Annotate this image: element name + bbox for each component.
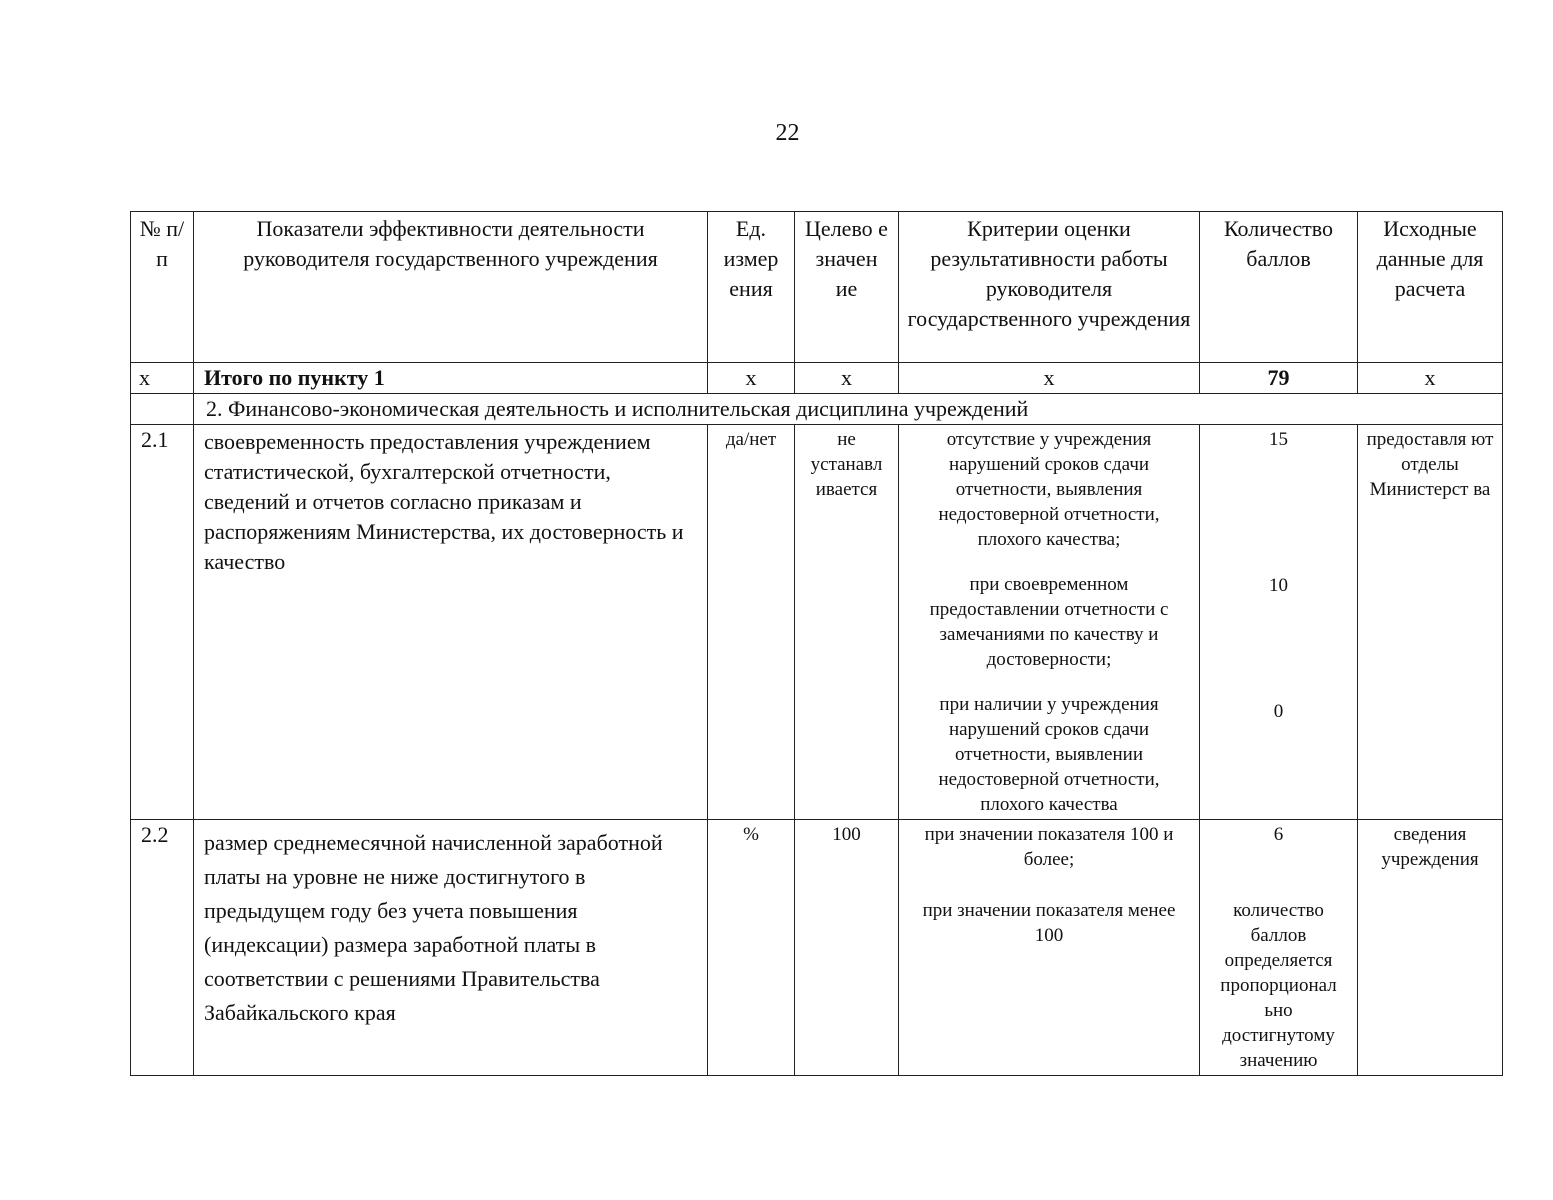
section-num-cell bbox=[131, 394, 194, 425]
table-row-2-2 bbox=[131, 820, 1503, 1076]
total-criteria: х bbox=[899, 363, 1200, 394]
row-2-2-scores bbox=[1200, 820, 1358, 1076]
row-2-2-num: 2.2 bbox=[131, 820, 194, 1076]
header-indicator: Показатели эффективности деятельности руководителя государственного учреждения bbox=[194, 212, 708, 363]
header-num: № п/п bbox=[131, 212, 194, 363]
row-2-1-source: предоставля ют отделы Министерст ва bbox=[1358, 425, 1503, 820]
header-criteria: Критерии оценки результативности работы руководителя государственного учреждения bbox=[899, 212, 1200, 363]
row-2-1-criterion: при своевременном предоставлении отчетности с замечаниями по качеству и достоверности; bbox=[929, 574, 1169, 670]
row-2-1-indicator: своевременность предоставления учреждением статистической, бухгалтерской отчетности, сведений и отчетов согласно приказам и распоряжениям Министерства, их достоверность и качество bbox=[194, 425, 708, 820]
row-2-2-criteria bbox=[899, 820, 1200, 1076]
indicators-table bbox=[130, 211, 1503, 1076]
section-row bbox=[131, 394, 1503, 425]
row-2-1-criterion: при наличии у учреждения нарушений сроков сдачи отчетности, выявлении недостоверной отчетности, плохого качества bbox=[938, 694, 1160, 815]
row-2-2-source: сведения учреждения bbox=[1358, 820, 1503, 1076]
row-2-2-criterion: при значении показателя 100 и более; bbox=[924, 824, 1174, 870]
row-2-1-criterion: отсутствие у учреждения нарушений сроков сдачи отчетности, выявления недостоверной отчетности, плохого качества; bbox=[938, 429, 1160, 550]
row-2-2-indicator: размер среднемесячной начисленной заработной платы на уровне не ниже достигнутого в предыдущем году без учета повышения (индексации) размера заработной платы в соответствии с решениями Правительства Забайкальского края bbox=[194, 820, 708, 1076]
row-2-1-unit: да/нет bbox=[708, 425, 795, 820]
row-2-2-score: количество баллов определяется пропорционал ьно достигнутому значению bbox=[1220, 900, 1337, 1071]
row-2-1-score: 0 bbox=[1273, 701, 1284, 722]
total-num: х bbox=[131, 363, 194, 394]
row-2-1-scores bbox=[1200, 425, 1358, 820]
row-2-1-criteria bbox=[899, 425, 1200, 820]
header-target: Целево е значен ие bbox=[795, 212, 899, 363]
total-label: Итого по пункту 1 bbox=[194, 363, 708, 394]
table-row-2-1 bbox=[131, 425, 1503, 820]
page-number: 22 bbox=[775, 120, 800, 146]
total-score: 79 bbox=[1200, 363, 1358, 394]
total-source: х bbox=[1358, 363, 1503, 394]
header-source: Исходные данные для расчета bbox=[1358, 212, 1503, 363]
total-target: х bbox=[795, 363, 899, 394]
header-unit: Ед. измер ения bbox=[708, 212, 795, 363]
row-2-1-num: 2.1 bbox=[131, 425, 194, 820]
total-unit: х bbox=[708, 363, 795, 394]
row-2-1-score: 10 bbox=[1269, 575, 1288, 596]
table-header-row bbox=[131, 212, 1503, 363]
row-2-2-target: 100 bbox=[795, 820, 899, 1076]
row-2-2-unit: % bbox=[708, 820, 795, 1076]
section-title: 2. Финансово-экономическая деятельность и исполнительская дисциплина учреждений bbox=[194, 394, 1503, 425]
row-2-2-criterion: при значении показателя менее 100 bbox=[922, 900, 1176, 946]
header-score: Количество баллов bbox=[1200, 212, 1358, 363]
row-2-2-score: 6 bbox=[1273, 824, 1284, 845]
row-2-1-score: 15 bbox=[1269, 429, 1288, 450]
total-row bbox=[131, 363, 1503, 394]
row-2-1-target: не устанавл ивается bbox=[795, 425, 899, 820]
